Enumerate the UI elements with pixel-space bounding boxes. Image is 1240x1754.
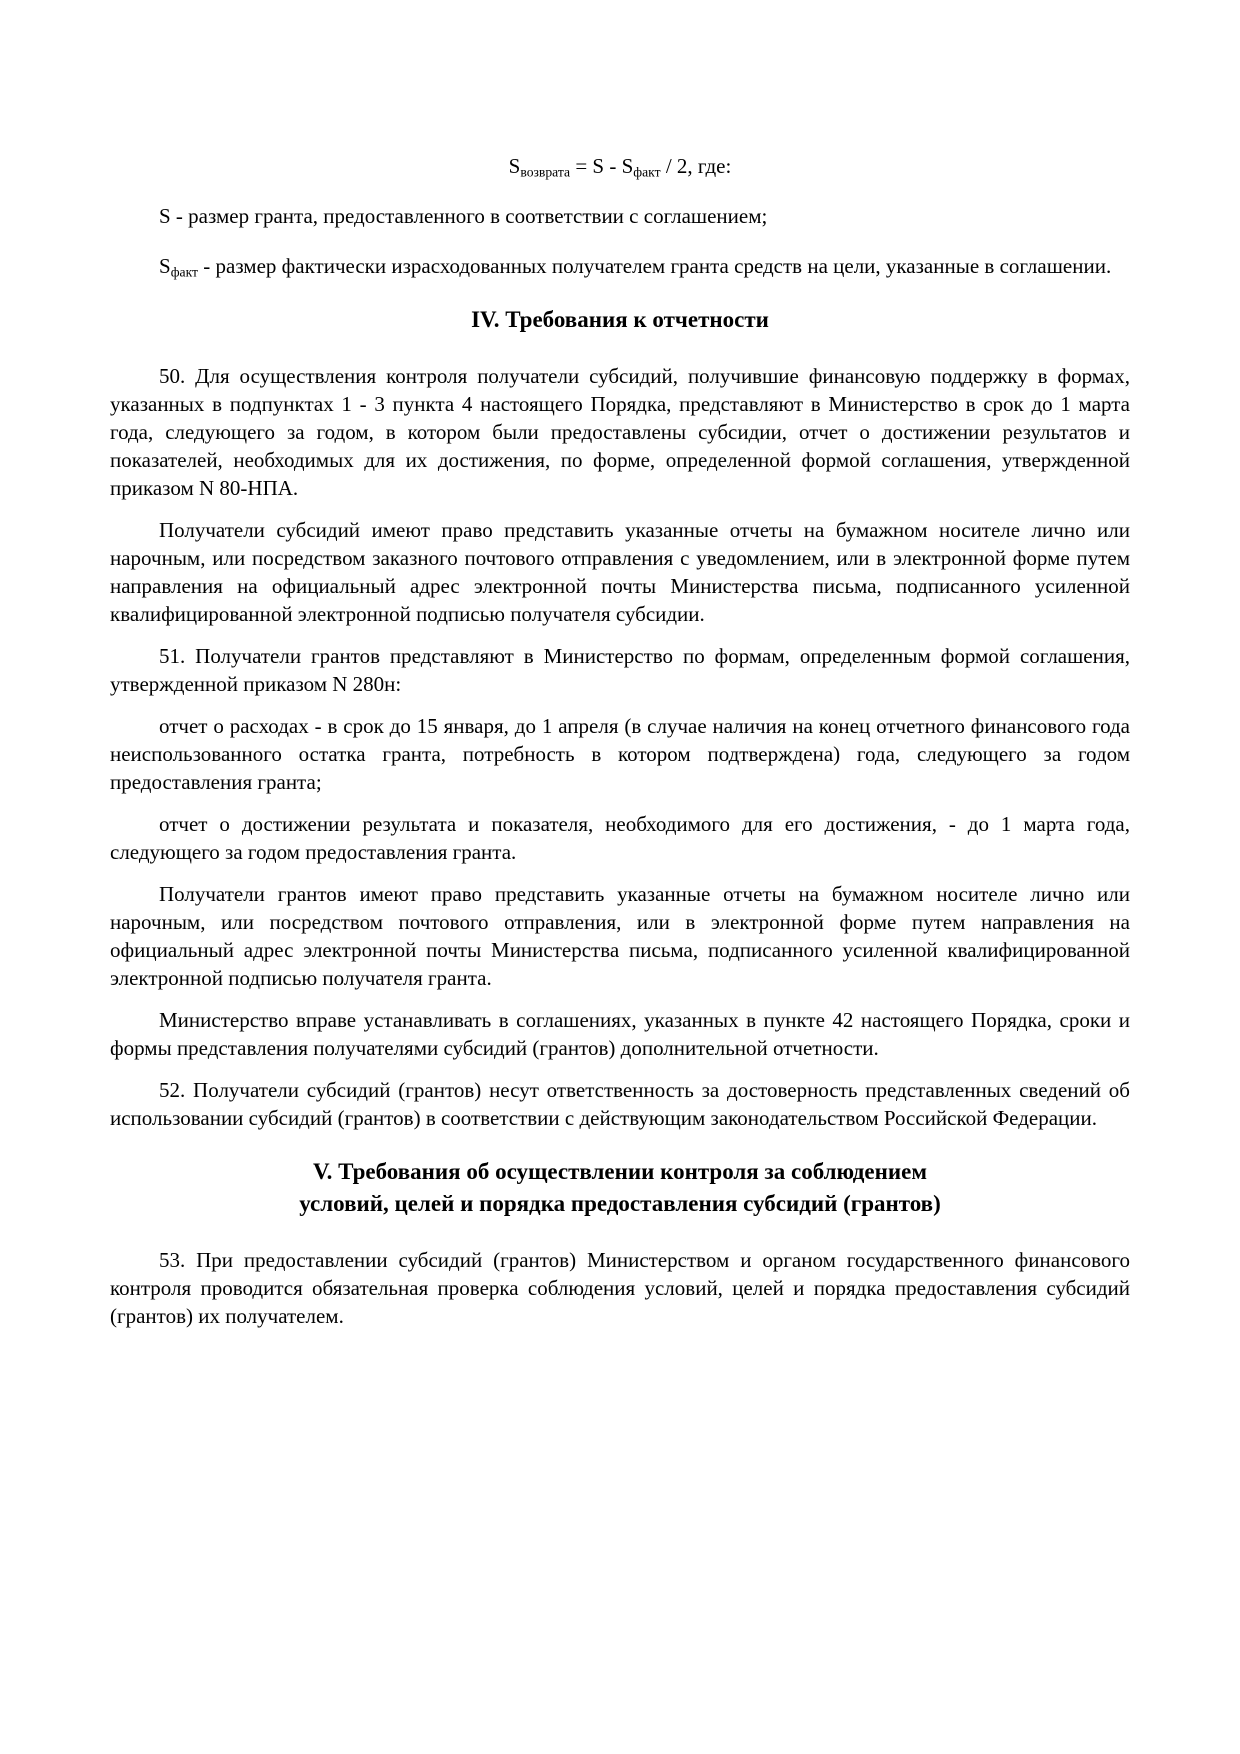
formula-base-s: S xyxy=(508,154,521,178)
definition-s-fact-base: S xyxy=(159,254,171,278)
formula-sub-fakt: факт xyxy=(633,164,661,180)
section-iv-heading: IV. Требования к отчетности xyxy=(471,307,769,332)
definition-s: S - размер гранта, предоставленного в соответствии с соглашением; xyxy=(159,204,768,228)
paragraph-51-grant-reporting-methods: Получатели грантов имеют право представить указанные отчеты на бумажном носителе лично или нарочным, или посредством почтового отправления, или в электронной форме путем направления на официальный адрес электронной почты Министерства письма, подписанного усиленной квалифицированной электронной подписью получателя гранта. xyxy=(110,882,1130,990)
paragraph-51: 51. Получатели грантов представляют в Министерство по формам, определенным формой соглашения, утвержденной приказом N 280н: xyxy=(110,644,1130,696)
formula-middle: = S - S xyxy=(570,154,634,178)
return-amount-formula xyxy=(110,152,1130,180)
section-v-heading xyxy=(110,1156,1130,1220)
definition-s-fact-sub: факт xyxy=(170,264,198,280)
paragraph-50-reporting-methods: Получатели субсидий имеют право представить указанные отчеты на бумажном носителе лично или нарочным, или посредством заказного почтового отправления с уведомлением, или в электронной форме путем направления на официальный адрес электронной почты Министерства письма, подписанного усиленной квалифицированной электронной подписью получателя субсидии. xyxy=(110,518,1130,626)
section-v-heading-line-1: V. Требования об осуществлении контроля за соблюдением xyxy=(312,1159,928,1184)
paragraph-51-ministry-additional-reporting: Министерство вправе устанавливать в соглашениях, указанных в пункте 42 настоящего Порядка, сроки и формы представления получателями субсидий (грантов) дополнительной отчетности. xyxy=(110,1008,1130,1060)
paragraph-53: 53. При предоставлении субсидий (грантов) Министерством и органом государственного финансового контроля проводится обязательная проверка соблюдения условий, целей и порядка предоставления субсидий (грантов) их получателем. xyxy=(110,1248,1130,1328)
section-v-heading-line-2: условий, целей и порядка предоставления субсидий (грантов) xyxy=(299,1191,941,1216)
paragraph-51-result-report: отчет о достижении результата и показателя, необходимого для его достижения, - до 1 марта года, следующего за годом предоставления гранта. xyxy=(110,812,1130,864)
formula-tail: / 2, где: xyxy=(660,154,732,178)
paragraph-52: 52. Получатели субсидий (грантов) несут ответственность за достоверность представленных сведений об использовании субсидий (грантов) в соответствии с действующим законодательством Российской Федерации. xyxy=(110,1078,1130,1130)
definition-s-fact xyxy=(110,252,1130,280)
paragraph-50: 50. Для осуществления контроля получатели субсидий, получившие финансовую поддержку в формах, указанных в подпунктах 1 - 3 пункта 4 настоящего Порядка, представляют в Министерство в срок до 1 марта года, следующего за годом, в котором были предоставлены субсидии, отчет о достижении результатов и показателей, необходимых для их достижения, по форме, определенной формой соглашения, утвержденной приказом N 80-НПА. xyxy=(110,364,1130,500)
formula-sub-vozvrata: возврата xyxy=(520,164,571,180)
paragraph-51-expense-report: отчет о расходах - в срок до 15 января, до 1 апреля (в случае наличия на конец отчетного финансового года неиспользованного остатка гранта, потребность в котором подтверждена) года, следующего за годом предоставления гранта; xyxy=(110,714,1130,794)
definition-s-fact-text: - размер фактически израсходованных получателем гранта средств на цели, указанные в соглашении. xyxy=(198,254,1112,278)
